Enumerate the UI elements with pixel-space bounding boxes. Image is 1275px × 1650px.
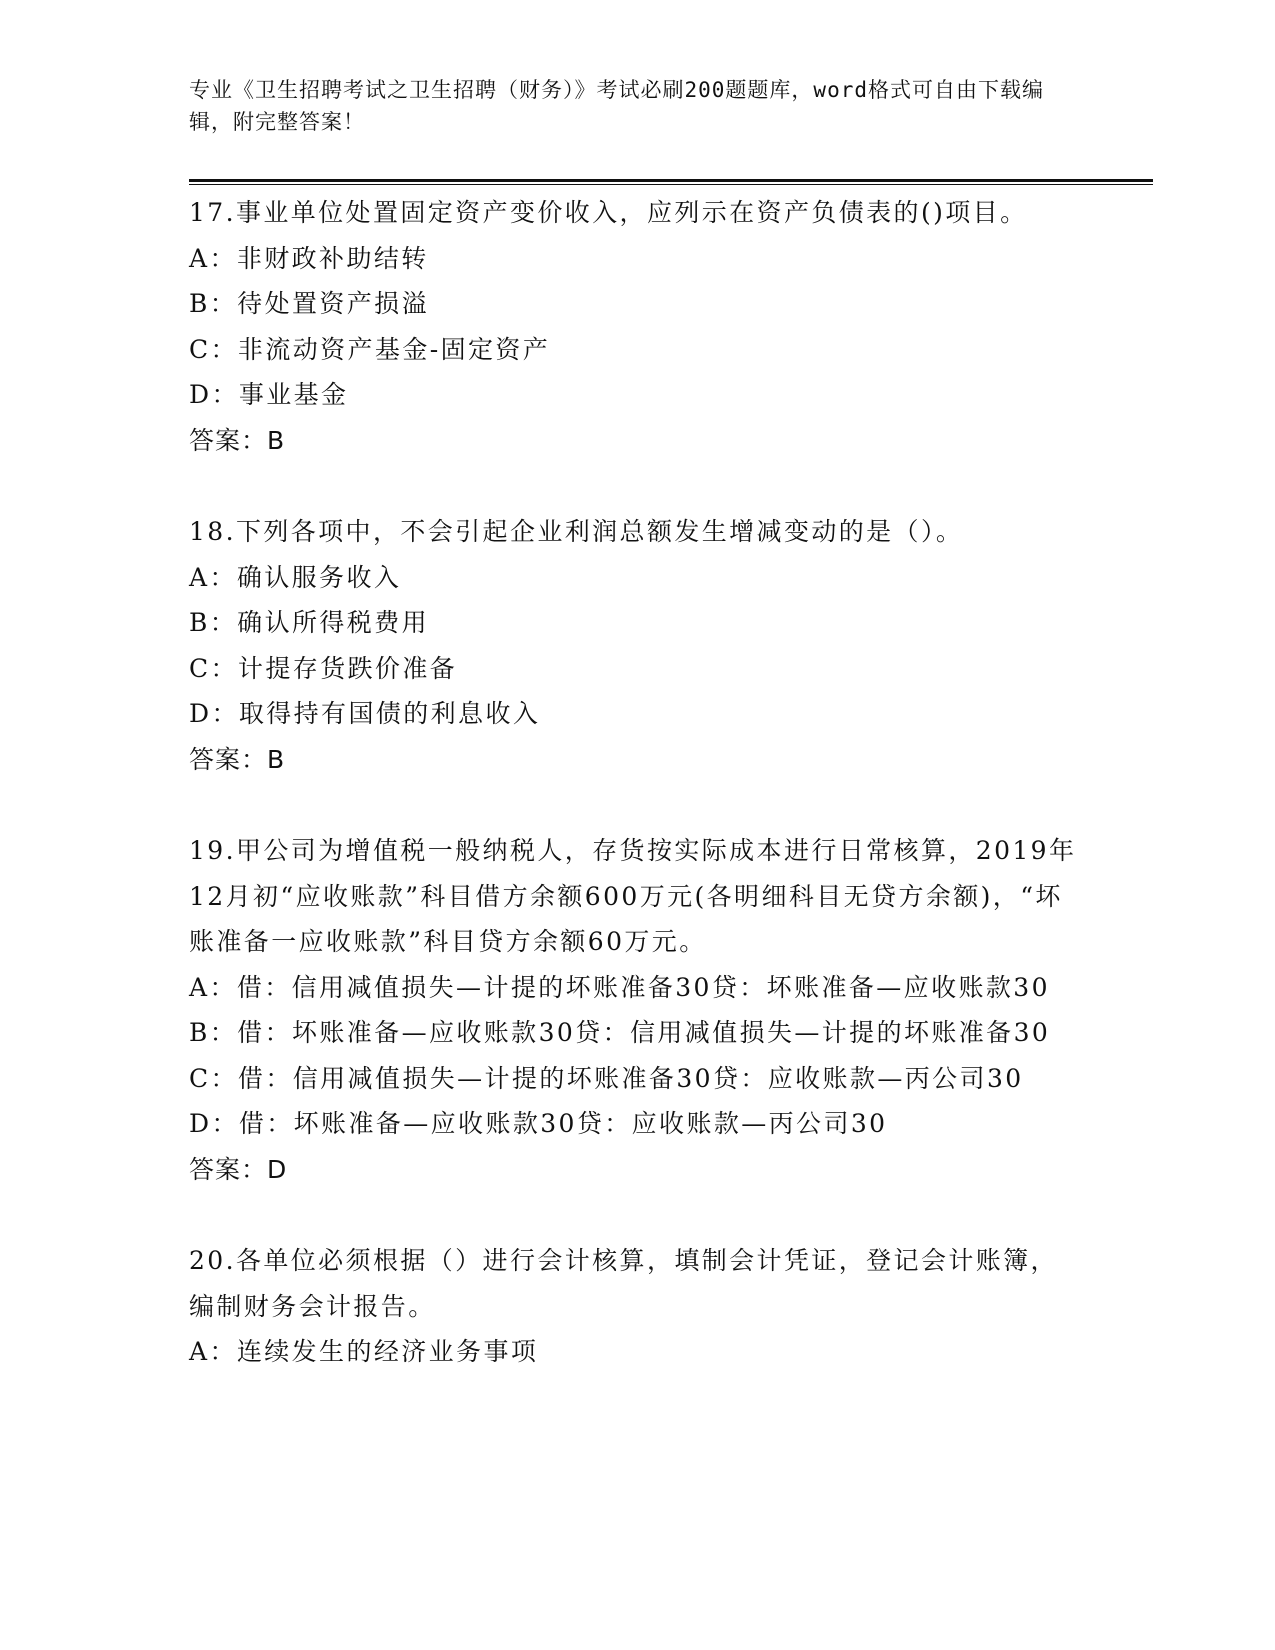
question-stem: 19.甲公司为增值税一般纳税人，存货按实际成本进行日常核算，2019年12月初“应收账款”科目借方余额600万元(各明细科目无贷方余额)，“坏账准备一应收账款”科目贷方余额60万元。 [189, 836, 1077, 956]
option-a: A：非财政补助结转 [189, 243, 429, 273]
option-d: D：借：坏账准备—应收账款30贷：应收账款—丙公司30 [189, 1109, 888, 1138]
option-d: D：取得持有国债的利息收入 [189, 699, 541, 728]
question-18 [189, 509, 1079, 782]
question-list [189, 190, 1079, 1421]
option-d: D：事业基金 [189, 380, 349, 409]
option-a: A：确认服务收入 [189, 562, 402, 592]
answer: 答案：B [189, 425, 286, 455]
question-17 [189, 190, 1079, 463]
option-b: B：待处置资产损溢 [189, 289, 429, 318]
option-a: A：连续发生的经济业务事项 [189, 1337, 539, 1366]
header-divider-thin [189, 184, 1153, 185]
header-divider-thick [189, 179, 1153, 182]
question-stem: 20.各单位必须根据（）进行会计核算，填制会计凭证，登记会计账簿，编制财务会计报告。 [189, 1246, 1058, 1321]
option-b: B：确认所得税费用 [189, 608, 429, 637]
option-b: B：借：坏账准备—应收账款30贷：信用减值损失—计提的坏账准备30 [189, 1018, 1051, 1047]
answer: 答案：D [189, 1154, 288, 1184]
option-a: A：借：信用减值损失—计提的坏账准备30贷：坏账准备—应收账款30 [189, 972, 1050, 1002]
document-header: 专业《卫生招聘考试之卫生招聘（财务）》考试必刷200题题库，word格式可自由下载编辑，附完整答案！ [189, 78, 1044, 134]
option-c: C：计提存货跌价准备 [189, 653, 458, 683]
question-19 [189, 828, 1079, 1192]
question-20 [189, 1238, 1079, 1375]
option-c: C：借：信用减值损失—计提的坏账准备30贷：应收账款—丙公司30 [189, 1063, 1024, 1093]
option-c: C：非流动资产基金-固定资产 [189, 334, 551, 364]
question-stem: 18.下列各项中，不会引起企业利润总额发生增减变动的是（）。 [189, 517, 964, 546]
answer: 答案：B [189, 744, 286, 774]
question-stem: 17.事业单位处置固定资产变价收入，应列示在资产负债表的()项目。 [189, 198, 1028, 227]
